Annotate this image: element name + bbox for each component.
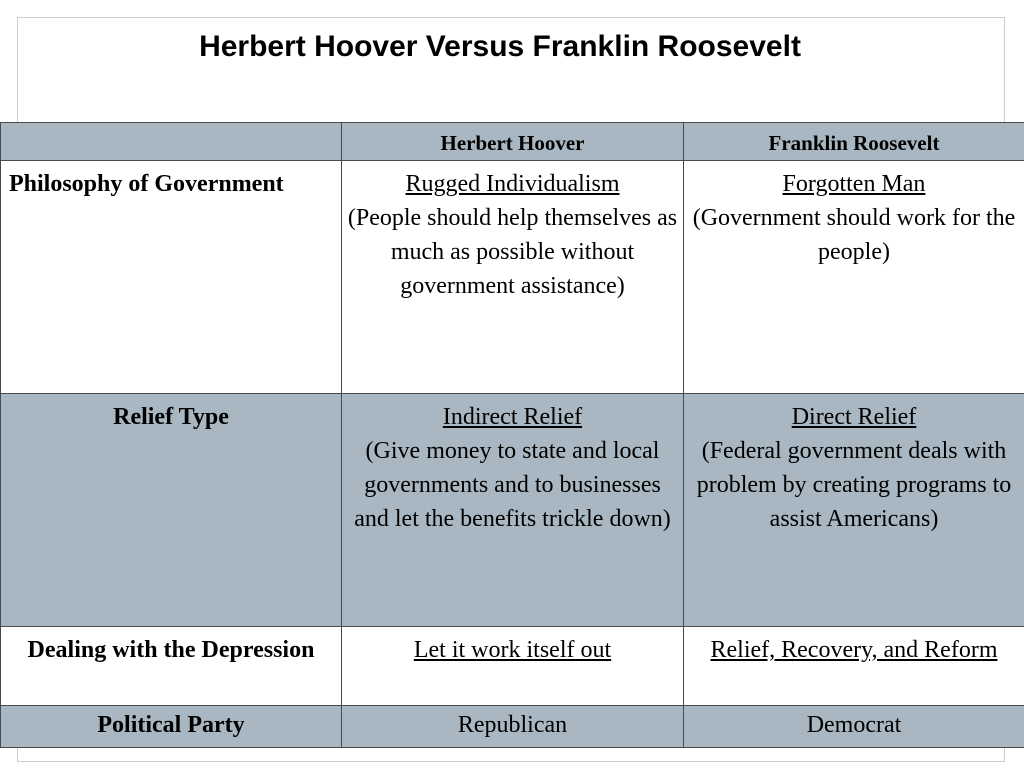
roosevelt-depression-term: Relief, Recovery, and Reform (710, 637, 998, 663)
hoover-philosophy-desc: (People should help themselves as much as possible without government assistance) (347, 205, 678, 299)
cell-hoover-depression (342, 627, 684, 706)
hoover-relief-desc: (Give money to state and local governments and to businesses and let the benefits trickle down) (354, 438, 671, 532)
row-label-relief: Relief Type (1, 394, 342, 627)
cell-hoover-philosophy (342, 161, 684, 394)
table-row (1, 161, 1024, 394)
cell-roosevelt-party: Democrat (684, 706, 1024, 748)
hoover-depression-term: Let it work itself out (413, 637, 612, 663)
header-hoover: Herbert Hoover (342, 123, 684, 161)
table-row (1, 706, 1024, 748)
row-label-philosophy: Philosophy of Government (1, 161, 342, 394)
table-row (1, 627, 1024, 706)
cell-roosevelt-relief (684, 394, 1024, 627)
hoover-relief-term: Indirect Relief (442, 404, 583, 430)
roosevelt-relief-term: Direct Relief (791, 404, 917, 430)
cell-hoover-party: Republican (342, 706, 684, 748)
row-label-party: Political Party (1, 706, 342, 748)
comparison-table (0, 122, 1024, 748)
header-empty-cell (1, 123, 342, 161)
cell-hoover-relief (342, 394, 684, 627)
hoover-philosophy-term: Rugged Individualism (405, 171, 620, 197)
cell-roosevelt-depression (684, 627, 1024, 706)
row-label-depression: Dealing with the Depression (1, 627, 342, 706)
roosevelt-philosophy-term: Forgotten Man (782, 171, 926, 197)
header-roosevelt: Franklin Roosevelt (684, 123, 1024, 161)
table-row (1, 394, 1024, 627)
roosevelt-philosophy-desc: (Government should work for the people) (692, 205, 1016, 265)
cell-roosevelt-philosophy (684, 161, 1024, 394)
table-header-row (1, 123, 1024, 161)
slide-title: Herbert Hoover Versus Franklin Roosevelt (199, 30, 801, 63)
roosevelt-relief-desc: (Federal government deals with problem by creating programs to assist Americans) (696, 438, 1012, 532)
